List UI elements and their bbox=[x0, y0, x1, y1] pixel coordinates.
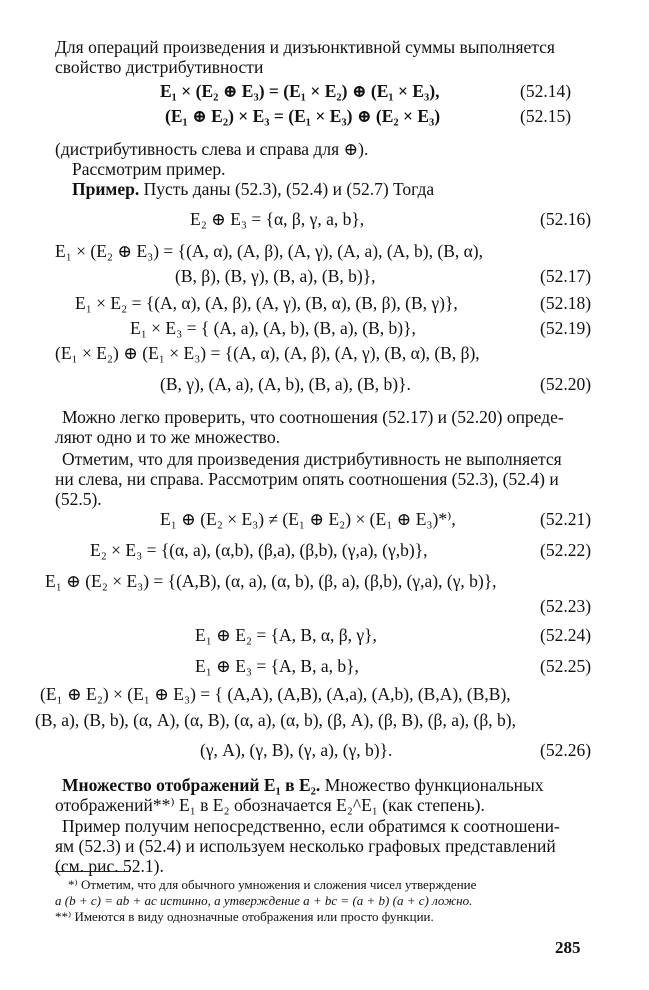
equation-52-22: E₂ × E₃ = {(α, a), (α,b), (β,a), (β,b), (γ,a), (γ,b)}, bbox=[90, 540, 428, 560]
equation-52-21: E₁ ⊕ (E₂ × E₃) ≠ (E₁ ⊕ E₂) × (E₁ ⊕ E₃)*⁾, bbox=[160, 509, 456, 529]
equation-52-26-line-1: (E₁ ⊕ E₂) × (E₁ ⊕ E₃) = { (A,A), (A,B), (A,a), (A,b), (B,A), (B,B), bbox=[40, 684, 511, 704]
equation-52-18: E₁ × E₂ = {(A, α), (A, β), (A, γ), (B, α), (B, β), (B, γ)}, bbox=[75, 293, 458, 313]
example-paragraph bbox=[72, 178, 434, 200]
equation-52-17-line-2: (B, β), (B, γ), (B, a), (B, b)}, bbox=[175, 266, 376, 286]
equation-number-52-16: (52.16) bbox=[540, 209, 592, 229]
equation-52-20-line-2: (B, γ), (A, a), (A, b), (B, a), (B, b)}. bbox=[160, 374, 411, 394]
section-heading-line bbox=[62, 774, 544, 796]
footnote-1-line-2: a (b + c) = ab + ac истинно, а утверждение a + bc = (a + b) (a + c) ложно. bbox=[55, 893, 473, 908]
equation-number-52-25: (52.25) bbox=[540, 656, 592, 676]
example-text: Пусть даны (52.3), (52.4) и (52.7) Тогда bbox=[139, 179, 435, 199]
equation-52-14: E₁ × (E₂ ⊕ E₃) = (E₁ × E₂) ⊕ (E₁ × E₃), bbox=[160, 81, 440, 101]
equation-number-52-14: (52.14) bbox=[520, 81, 572, 101]
equation-52-20-line-1: (E₁ × E₂) ⊕ (E₁ × E₃) = {(A, α), (A, β), (A, γ), (B, α), (B, β), bbox=[55, 343, 480, 363]
paragraph-2-line-1: Можно легко проверить, что соотношения (52.17) и (52.20) опреде- bbox=[62, 407, 564, 427]
equation-number-52-21: (52.21) bbox=[540, 509, 592, 529]
paragraph-2-line-2: ляют одно и то же множество. bbox=[55, 427, 281, 447]
equation-number-52-22: (52.22) bbox=[540, 540, 592, 560]
equation-number-52-17: (52.17) bbox=[540, 266, 592, 286]
footnote-rule bbox=[55, 871, 130, 872]
equation-52-16: E₂ ⊕ E₃ = {α, β, γ, a, b}, bbox=[190, 209, 365, 229]
footnote-2: **⁾ Имеются в виду однозначные отображения или просто функции. bbox=[55, 909, 434, 924]
section-line-2: отображений**⁾ E₁ в E₂ обозначается E₂^E₁ (как степень). bbox=[55, 795, 485, 815]
example-label: Пример. bbox=[72, 179, 140, 199]
equation-number-52-20: (52.20) bbox=[540, 374, 592, 394]
equation-52-26-line-3: (γ, A), (γ, B), (γ, a), (γ, b)}. bbox=[200, 740, 393, 760]
intro-line-2: свойство дистрибутивности bbox=[55, 57, 264, 77]
paragraph-3-line-2: ни слева, ни справа. Рассмотрим опять соотношения (52.3), (52.4) и bbox=[55, 469, 559, 489]
equation-number-52-26: (52.26) bbox=[540, 740, 592, 760]
paragraph-3-line-1: Отметим, что для произведения дистрибутивность не выполняется bbox=[62, 449, 562, 469]
equation-52-15: (E₁ ⊕ E₂) × E₃ = (E₁ × E₃) ⊕ (E₂ × E₃) bbox=[165, 106, 441, 126]
equation-number-52-18: (52.18) bbox=[540, 293, 592, 313]
equation-number-52-19: (52.19) bbox=[540, 318, 592, 338]
equation-52-17-line-1: E₁ × (E₂ ⊕ E₃) = {(A, α), (A, β), (A, γ), (A, a), (A, b), (B, α), bbox=[55, 241, 483, 261]
equation-52-25: E₁ ⊕ E₃ = {A, B, a, b}, bbox=[195, 656, 359, 676]
footnote-1-line-1: *⁾ Отметим, что для обычного умножения и сложения чисел утверждение bbox=[68, 877, 477, 892]
equation-52-19: E₁ × E₃ = { (A, a), (A, b), (B, a), (B, b)}, bbox=[130, 318, 416, 338]
paragraph-5-line-2: ям (52.3) и (52.4) и используем несколько графовых представлений bbox=[55, 836, 556, 856]
equation-number-52-24: (52.24) bbox=[540, 625, 592, 645]
equation-number-52-23: (52.23) bbox=[540, 596, 592, 616]
equation-number-52-15: (52.15) bbox=[520, 106, 572, 126]
paragraph-5-line-1: Пример получим непосредственно, если обратимся к соотношени- bbox=[62, 816, 560, 836]
paragraph-5-line-3: (см. рис. 52.1). bbox=[55, 856, 164, 876]
distributivity-note: (дистрибутивность слева и справа для ⊕). bbox=[55, 139, 369, 159]
equation-52-26-line-2: (B, a), (B, b), (α, A), (α, B), (α, a), (α, b), (β, A), (β, B), (β, a), (β, b), bbox=[35, 710, 516, 730]
equation-52-23: E₁ ⊕ (E₂ × E₃) = {(A,B), (α, a), (α, b), (β, a), (β,b), (γ,a), (γ, b)}, bbox=[45, 571, 497, 591]
consider-example: Рассмотрим пример. bbox=[72, 159, 226, 179]
paragraph-3-line-3: (52.5). bbox=[55, 489, 102, 509]
equation-52-24: E₁ ⊕ E₂ = {A, B, α, β, γ}, bbox=[195, 625, 377, 645]
page-number: 285 bbox=[555, 938, 581, 957]
section-title: Множество отображений E₁ в E₂. bbox=[62, 775, 321, 795]
intro-line-1: Для операций произведения и дизъюнктивной суммы выполняется bbox=[55, 37, 555, 57]
section-text: Множество функциональных bbox=[320, 775, 544, 795]
